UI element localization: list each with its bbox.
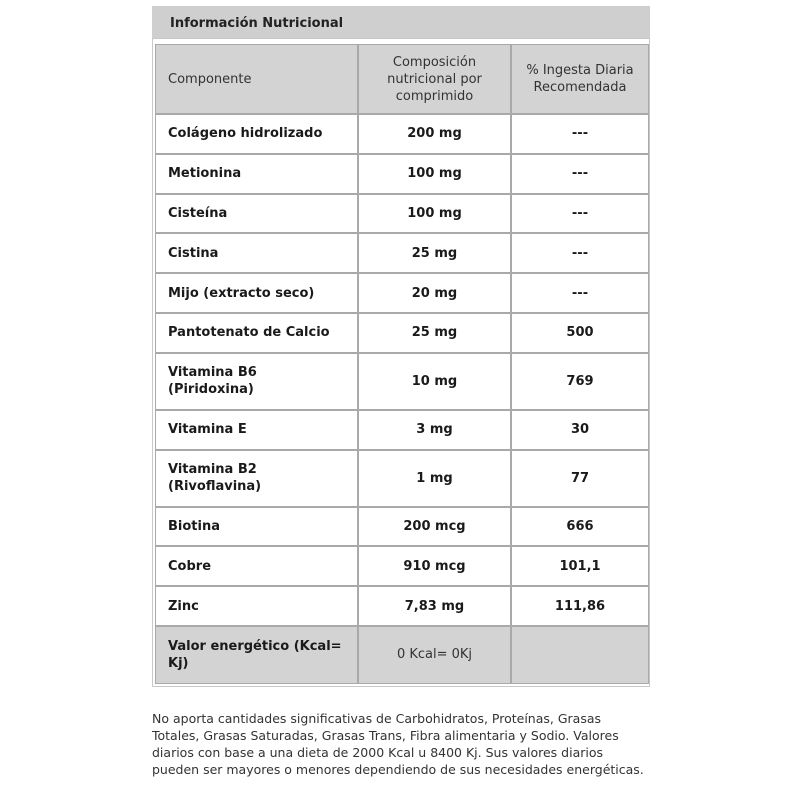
table-row (155, 586, 649, 626)
table-row (155, 507, 649, 547)
energy-daily-intake (511, 626, 649, 684)
row-amount: 100 mg (358, 194, 511, 234)
row-daily-intake: --- (511, 194, 649, 234)
row-component: Cisteína (155, 194, 358, 234)
row-daily-intake: --- (511, 273, 649, 313)
row-daily-intake: 77 (511, 450, 649, 507)
header-composition: Composición nutricional por comprimido (358, 44, 511, 114)
table-row (155, 313, 649, 353)
table-row (155, 154, 649, 194)
row-component: Biotina (155, 507, 358, 547)
row-amount: 7,83 mg (358, 586, 511, 626)
row-amount: 100 mg (358, 154, 511, 194)
row-amount: 10 mg (358, 353, 511, 410)
footnote: No aporta cantidades significativas de Carbohidratos, Proteínas, Grasas Totales, Grasas Saturadas, Grasas Trans, Fibra alimentaria y Sodio. Valores diarios con base a una dieta de 2000 Kcal u 8400 Kj. Sus valores diarios pueden ser mayores o menores dependiendo de sus necesidades energéticas. (152, 711, 644, 777)
table-header-row (155, 44, 649, 114)
table-row (155, 273, 649, 313)
nutrition-table (155, 44, 649, 684)
table-row (155, 410, 649, 450)
row-daily-intake: --- (511, 233, 649, 273)
table-row (155, 233, 649, 273)
row-component: Metionina (155, 154, 358, 194)
table-row (155, 450, 649, 507)
row-amount: 200 mg (358, 114, 511, 154)
row-amount: 25 mg (358, 313, 511, 353)
row-component: Colágeno hidrolizado (155, 114, 358, 154)
row-daily-intake: --- (511, 154, 649, 194)
row-amount: 3 mg (358, 410, 511, 450)
table-row (155, 353, 649, 410)
row-component: Vitamina E (155, 410, 358, 450)
row-amount: 910 mcg (358, 546, 511, 586)
nutrition-table-frame (152, 38, 650, 687)
row-daily-intake: --- (511, 114, 649, 154)
row-amount: 1 mg (358, 450, 511, 507)
row-component: Zinc (155, 586, 358, 626)
row-amount: 25 mg (358, 233, 511, 273)
header-daily-intake: % Ingesta Diaria Recomendada (511, 44, 649, 114)
energy-label: Valor energético (Kcal= Kj) (155, 626, 358, 684)
row-daily-intake: 666 (511, 507, 649, 547)
energy-value: 0 Kcal= 0Kj (358, 626, 511, 684)
row-daily-intake: 111,86 (511, 586, 649, 626)
row-daily-intake: 769 (511, 353, 649, 410)
row-daily-intake: 101,1 (511, 546, 649, 586)
row-component: Mijo (extracto seco) (155, 273, 358, 313)
header-component: Componente (155, 44, 358, 114)
table-row (155, 546, 649, 586)
row-component: Cistina (155, 233, 358, 273)
row-component: Vitamina B2 (Rivoflavina) (155, 450, 358, 507)
energy-row (155, 626, 649, 684)
row-amount: 20 mg (358, 273, 511, 313)
row-component: Vitamina B6 (Piridoxina) (155, 353, 358, 410)
row-daily-intake: 30 (511, 410, 649, 450)
row-component: Pantotenato de Calcio (155, 313, 358, 353)
row-amount: 200 mcg (358, 507, 511, 547)
table-title: Información Nutricional (152, 6, 650, 38)
row-daily-intake: 500 (511, 313, 649, 353)
table-row (155, 114, 649, 154)
table-row (155, 194, 649, 234)
row-component: Cobre (155, 546, 358, 586)
